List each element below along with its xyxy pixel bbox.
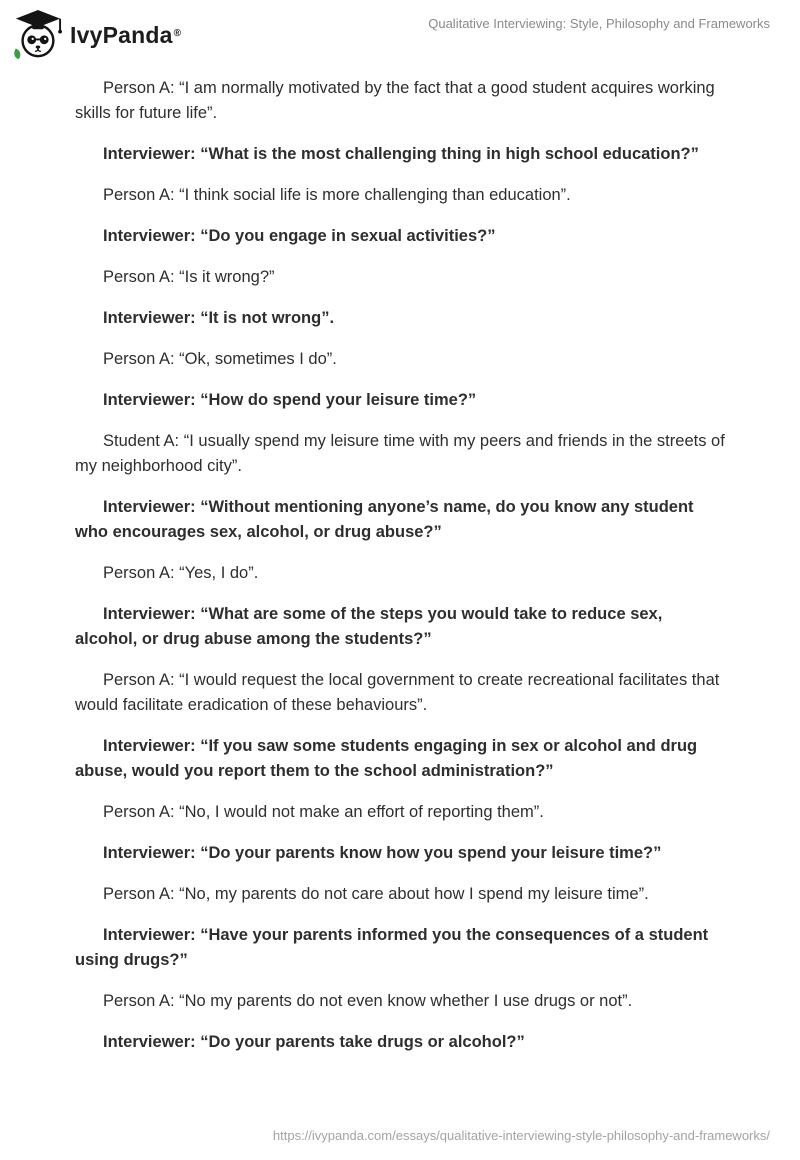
- respondent-paragraph: Person A: “No my parents do not even know whether I use drugs or not”.: [103, 992, 633, 1010]
- respondent-paragraph: Person A: “No, my parents do not care about how I spend my leisure time”.: [103, 885, 649, 903]
- interviewer-paragraph: Interviewer: “It is not wrong”.: [103, 309, 335, 327]
- interviewer-paragraph: Interviewer: “What are some of the steps you would take to reduce sex, alcohol, or drug abuse among the students?”: [75, 605, 663, 648]
- interviewer-paragraph: Interviewer: “Without mentioning anyone’s name, do you know any student who encourages sex, alcohol, or drug abuse?”: [75, 498, 694, 541]
- respondent-paragraph: Person A: “Is it wrong?”: [103, 268, 275, 286]
- respondent-paragraph: Person A: “Yes, I do”.: [103, 564, 259, 582]
- brand: [12, 8, 181, 62]
- interviewer-paragraph: Interviewer: “If you saw some students engaging in sex or alcohol and drug abuse, would you report them to the school administration?”: [75, 737, 698, 780]
- interviewer-paragraph: Interviewer: “What is the most challenging thing in high school education?”: [103, 145, 699, 163]
- ivypanda-logo-icon: [12, 8, 62, 62]
- respondent-paragraph: Person A: “I would request the local government to create recreational facilitates that would facilitate eradication of these behaviours”.: [75, 671, 720, 714]
- respondent-paragraph: Person A: “I am normally motivated by the fact that a good student acquires working skills for future life”.: [75, 79, 715, 122]
- respondent-paragraph: Person A: “No, I would not make an effort of reporting them”.: [103, 803, 544, 821]
- respondent-paragraph: Person A: “Ok, sometimes I do”.: [103, 350, 337, 368]
- page-header: [0, 0, 800, 62]
- interviewer-paragraph: Interviewer: “Do your parents know how you spend your leisure time?”: [103, 844, 662, 862]
- brand-name: [70, 22, 181, 49]
- brand-name-text: IvyPanda: [70, 21, 173, 48]
- interviewer-paragraph: Interviewer: “How do spend your leisure time?”: [103, 391, 477, 409]
- respondent-paragraph: Person A: “I think social life is more challenging than education”.: [103, 186, 571, 204]
- interviewer-paragraph: Interviewer: “Have your parents informed you the consequences of a student using drugs?”: [75, 926, 709, 969]
- document-title: Qualitative Interviewing: Style, Philosophy and Frameworks: [428, 16, 770, 31]
- transcript-content: [75, 76, 725, 1055]
- registered-mark: ®: [173, 28, 181, 40]
- footer-url: https://ivypanda.com/essays/qualitative-interviewing-style-philosophy-and-frameworks/: [272, 1128, 770, 1143]
- respondent-paragraph: Student A: “I usually spend my leisure time with my peers and friends in the streets of my neighborhood city”.: [75, 432, 725, 475]
- interviewer-paragraph: Interviewer: “Do your parents take drugs or alcohol?”: [103, 1033, 525, 1051]
- interviewer-paragraph: Interviewer: “Do you engage in sexual activities?”: [103, 227, 496, 245]
